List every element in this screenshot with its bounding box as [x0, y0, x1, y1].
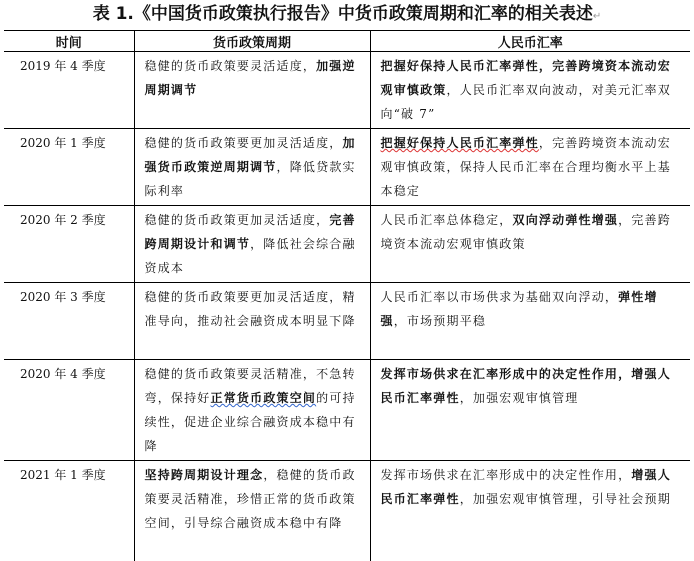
period-cell: 2021 年 1 季度	[4, 461, 134, 561]
paragraph-mark-icon: ↵	[593, 11, 601, 22]
period-cell: 2020 年 4 季度	[4, 360, 134, 461]
rmb-cell: 把握好保持人民币汇率弹性，完善跨境资本流动宏观审慎政策，人民币汇率双向波动，对美元汇率双向“破 7”	[370, 52, 690, 129]
table-row	[4, 360, 690, 461]
table-row	[4, 206, 690, 283]
rmb-cell: 发挥市场供求在汇率形成中的决定性作用，增强人民币汇率弹性，加强宏观审慎管理	[370, 360, 690, 461]
period-cell: 2020 年 2 季度	[4, 206, 134, 283]
table-title-text: 表 1.《中国货币政策执行报告》中货币政策周期和汇率的相关表述	[93, 4, 593, 24]
rmb-cell: 人民币汇率以市场供求为基础双向浮动，弹性增强，市场预期平稳	[370, 283, 690, 360]
header-rmb: 人民币汇率	[370, 31, 690, 52]
policy-cell: 稳健的货币政策要更加灵活适度，精准导向，推动社会融资成本明显下降	[134, 283, 370, 360]
period-cell: 2020 年 1 季度	[4, 129, 134, 206]
period-cell: 2019 年 4 季度	[4, 52, 134, 129]
table-row	[4, 283, 690, 360]
header-row	[4, 31, 690, 52]
header-policy: 货币政策周期	[134, 31, 370, 52]
rmb-cell: 把握好保持人民币汇率弹性，完善跨境资本流动宏观审慎政策，保持人民币汇率在合理均衡水平上基本稳定	[370, 129, 690, 206]
period-cell: 2020 年 3 季度	[4, 283, 134, 360]
rmb-cell: 人民币汇率总体稳定，双向浮动弹性增强，完善跨境资本流动宏观审慎政策	[370, 206, 690, 283]
policy-cell: 稳健的货币政策要灵活精准，不急转弯，保持好正常货币政策空间的可持续性，促进企业综合融资成本稳中有降	[134, 360, 370, 461]
policy-cell: 稳健的货币政策要更加灵活适度，加强货币政策逆周期调节，降低贷款实际利率	[134, 129, 370, 206]
table-row	[4, 52, 690, 129]
policy-cell: 稳健的货币政策更加灵活适度，完善跨周期设计和调节，降低社会综合融资成本	[134, 206, 370, 283]
header-time: 时间	[4, 31, 134, 52]
table-row	[4, 129, 690, 206]
rmb-cell: 发挥市场供求在汇率形成中的决定性作用，增强人民币汇率弹性，加强宏观审慎管理，引导社会预期	[370, 461, 690, 561]
table-title	[0, 0, 694, 30]
policy-cell: 稳健的货币政策要灵活适度，加强逆周期调节	[134, 52, 370, 129]
policy-table	[4, 30, 690, 561]
policy-cell: 坚持跨周期设计理念，稳健的货币政策要灵活精准，珍惜正常的货币政策空间，引导综合融资成本稳中有降	[134, 461, 370, 561]
table-row	[4, 461, 690, 561]
